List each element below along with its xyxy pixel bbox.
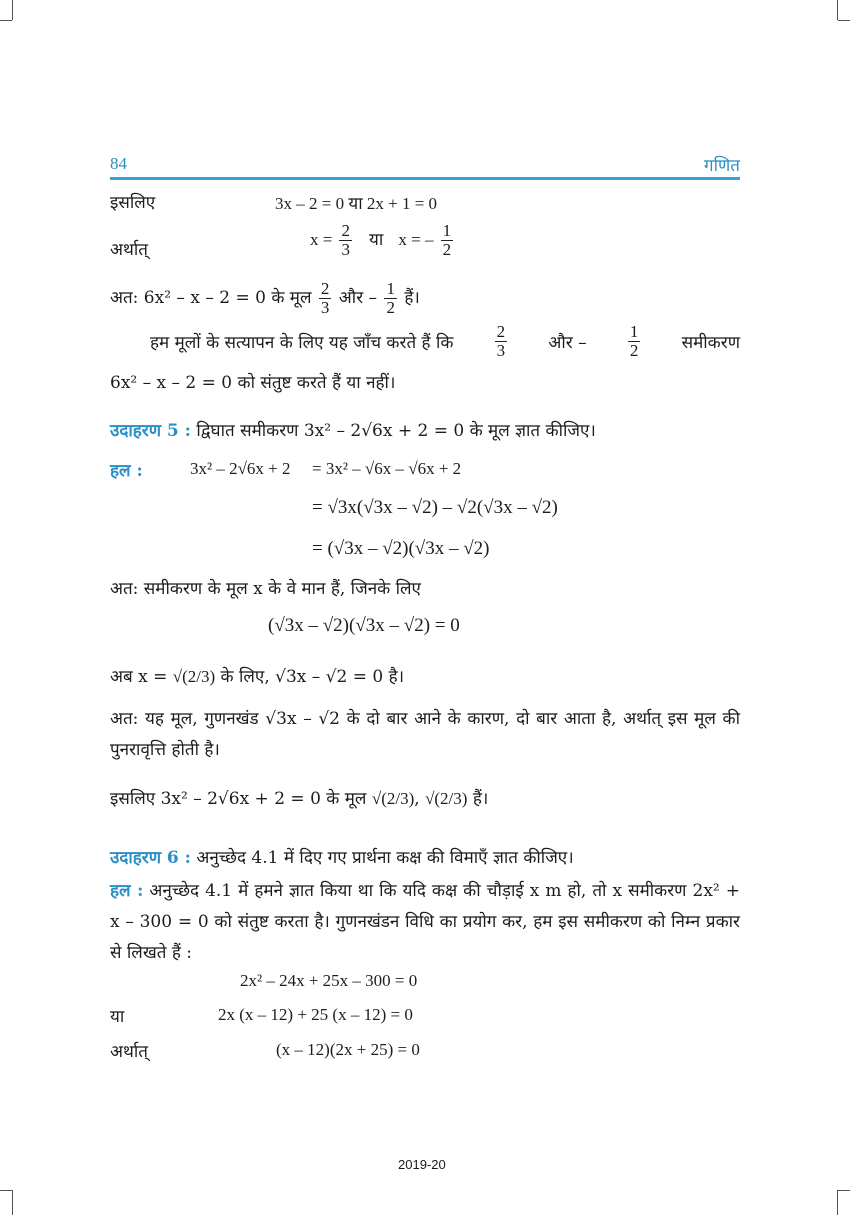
verification-line2: 6x² – x – 2 = 0 को संतुष्ट करते हैं या नहीं।	[110, 373, 396, 393]
solution-paragraph	[110, 876, 740, 969]
equation: = (√3x – √2)(√3x – √2)	[312, 538, 490, 559]
math-text: x =	[310, 230, 333, 249]
solution-label: हल :	[110, 461, 143, 481]
denominator: 2	[629, 341, 639, 360]
equation: = 3x² – √6x – √6x + 2	[312, 459, 462, 478]
roots-statement	[110, 280, 420, 317]
text: हम मूलों के सत्यापन के लिए यह जाँच करते हैं कि	[150, 333, 454, 353]
equation: 3x – 2 = 0 या 2x + 1 = 0	[275, 194, 438, 213]
or-word: या	[369, 230, 384, 250]
crop-mark	[838, 1190, 850, 1191]
math-text: x = –	[398, 230, 434, 249]
text-line: इसलिए 3x² – 2√6x + 2 = 0 के मूल √(2/3), √(2/3) हैं।	[110, 789, 489, 809]
fraction	[339, 222, 352, 259]
equation: 3x² – 2√6x + 2	[190, 459, 291, 478]
equation: 2x (x – 12) + 25 (x – 12) = 0	[218, 1005, 413, 1024]
crop-mark	[0, 20, 12, 21]
fraction	[495, 323, 508, 360]
solution-text: अनुच्छेद 4.1 में हमने ज्ञात किया था कि यदि कक्ष की चौड़ाई x m हो, तो x समीकरण 2x² + x – 300 = 0 को संतुष्ट करता है। गुणनखंडन विधि का प्रयोग कर, हम इस समीकरण को निम्न प्रकार से लिखते हैं :	[110, 881, 740, 963]
text-line: अत: समीकरण के मूल x के वे मान हैं, जिनके लिए	[110, 579, 421, 599]
line-label: या	[110, 1007, 125, 1027]
numerator: 2	[496, 322, 506, 341]
verification-paragraph	[150, 323, 740, 360]
fraction	[441, 222, 454, 259]
example5-statement	[110, 418, 596, 441]
text: और –	[338, 288, 378, 308]
page-number: 84	[110, 154, 127, 173]
crop-mark	[837, 0, 838, 20]
text: इसलिए 3x² – 2√6x + 2 = 0 के मूल	[110, 789, 367, 809]
crop-mark	[838, 20, 850, 21]
numerator: 1	[629, 322, 639, 341]
denominator: 3	[496, 341, 506, 360]
numerator: 1	[442, 221, 452, 240]
fraction	[319, 280, 332, 317]
text-paragraph: अत: यह मूल, गुणनखंड √3x – √2 के दो बार आने के कारण, दो बार आता है, अर्थात् इस मूल की पुनरावृत्ति होती है।	[110, 709, 740, 760]
text: और –	[548, 333, 587, 353]
denominator: 3	[341, 240, 350, 259]
fraction	[384, 280, 397, 317]
line-label: इसलिए	[110, 193, 156, 213]
equation: (x – 12)(2x + 25) = 0	[276, 1040, 420, 1059]
solution-label: हल :	[110, 881, 144, 901]
denominator: 2	[386, 298, 395, 317]
fraction	[628, 323, 641, 360]
denominator: 3	[320, 298, 330, 317]
example-text: द्विघात समीकरण 3x² – 2√6x + 2 = 0 के मूल ज्ञात कीजिए।	[196, 421, 596, 441]
crop-mark	[12, 0, 13, 20]
equation-roots	[310, 222, 455, 259]
text: अब x =	[110, 667, 168, 687]
example6-statement	[110, 845, 574, 868]
subject-title: गणित	[704, 156, 740, 176]
denominator: 2	[442, 240, 452, 259]
text: हैं।	[472, 789, 489, 809]
numerator: 2	[320, 279, 330, 298]
root-value: √(2/3)	[425, 789, 468, 808]
footer-year: 2019-20	[398, 1157, 446, 1172]
text: के लिए, √3x – √2 = 0 है।	[220, 667, 405, 687]
equation: 2x² – 24x + 25x – 300 = 0	[240, 971, 418, 990]
crop-mark	[12, 1190, 13, 1215]
root-value: √(2/3)	[172, 667, 216, 686]
header-rule	[110, 177, 740, 180]
equation: = √3x(√3x – √2) – √2(√3x – √2)	[312, 497, 558, 518]
numerator: 2	[341, 221, 350, 240]
text: हैं।	[404, 288, 420, 308]
example-heading: उदाहरण 5 :	[110, 421, 191, 441]
crop-mark	[0, 1190, 12, 1191]
numerator: 1	[386, 279, 395, 298]
example-text: अनुच्छेद 4.1 में दिए गए प्रार्थना कक्ष की विमाएँ ज्ञात कीजिए।	[196, 848, 574, 868]
text: अत: 6x² – x – 2 = 0 के मूल	[110, 288, 312, 308]
crop-mark	[837, 1190, 838, 1215]
line-label: अर्थात्	[110, 240, 148, 260]
root-value: √(2/3)	[371, 789, 415, 808]
text: समीकरण	[681, 333, 740, 353]
equation: (√3x – √2)(√3x – √2) = 0	[268, 615, 460, 636]
example-heading: उदाहरण 6 :	[110, 848, 191, 868]
text-line	[110, 664, 404, 687]
line-label: अर्थात्	[110, 1042, 148, 1062]
